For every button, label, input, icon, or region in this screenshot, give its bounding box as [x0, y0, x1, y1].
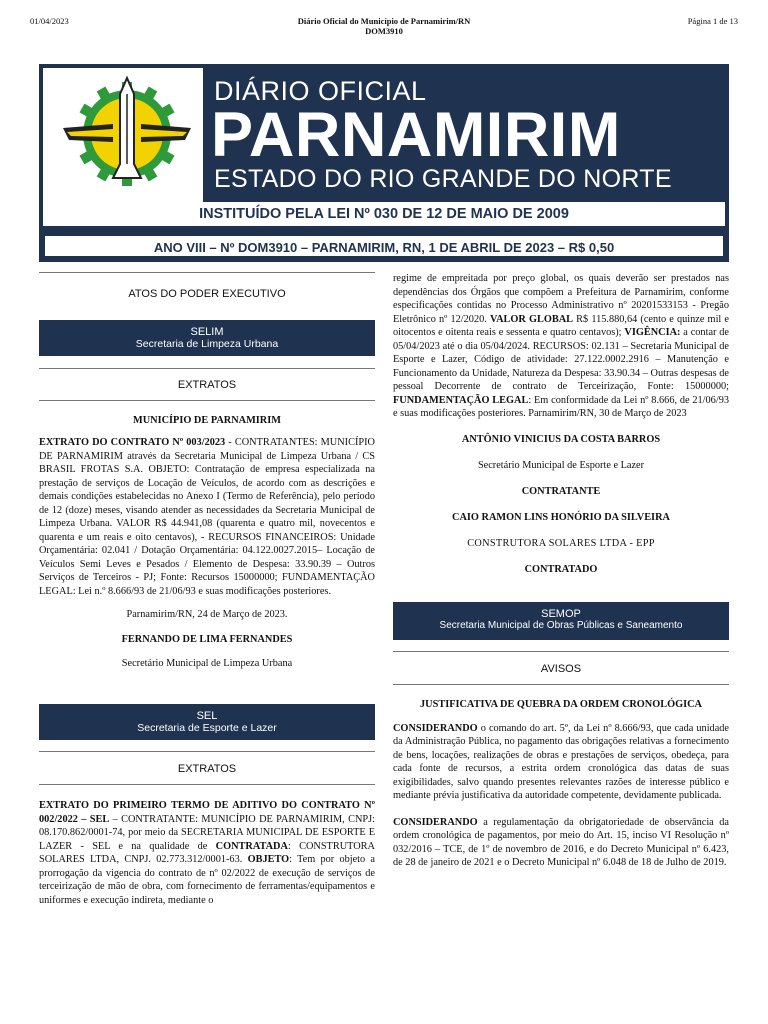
contract-lead: EXTRATO DO PRIMEIRO TERMO DE ADITIVO DO CONTRATO Nº 002/2022 – SEL	[39, 800, 375, 825]
fundamentacao-label: FUNDAMENTAÇÃO LEGAL	[393, 394, 529, 406]
considerando-body: a regulamentação da obrigatoriedade de observância da ordem cronológica de pagamentos, por meio do Art. 15, inciso VI Resolução nº 032/2016 – TCE, de 1º de novembro de 2016, e do Decreto Municipal nº 6.423, de 28 de janeiro de 2021 e o Decreto Municipal nº 6.048 de 18 de Julho de 2019.	[393, 816, 729, 868]
objeto-label: OBJETO	[247, 854, 290, 865]
contract-body-part3: : Tem por objeto a prorrogação da vigencia do contrato de nº 02/2022 de execução de serviços de terceirização de mão de obra, com fornecimento de ferramentas/equipamentos e uniformes e execução indireta, mediante o	[39, 854, 376, 906]
band-acronym: SEMOP	[541, 607, 581, 620]
divider	[393, 651, 729, 652]
secretaria-band-selim	[39, 320, 375, 356]
contract-extract-continuation	[393, 272, 729, 421]
signer2-company: CONSTRUTORA SOLARES LTDA - EPP	[467, 537, 655, 549]
continuation-part4: : Em conformidade da Lei nº 8.666, de 21/06/93 e suas modificações posteriores. Parnamirim/RN, 30 de Março de 2023	[393, 394, 729, 419]
band-name: Secretaria Municipal de Obras Públicas e Saneamento	[439, 619, 683, 631]
considerando-label: CONSIDERANDO	[393, 816, 478, 828]
page-running-title	[200, 16, 568, 36]
signer1-name: ANTÔNIO VINICIUS DA COSTA BARROS	[461, 433, 661, 445]
contract-body: - CONTRATANTES: MUNICÍPIO DE PARNAMIRIM através da Secretaria Municipal de Limpeza Urbana / CS BRASIL FROTAS S.A. OBJETO: Contratação de empresa especializada na prestação de serviços de Locação de Veículos, de acordo com as descrições e demais condições estabelecidas no Anexo I (Termo de Referência), pelo período de 12 (doze) meses, visando atender as necessidades da Secretaria Municipal de Limpeza Urbana. VALOR R$ 44.941,08 (quarenta e quatro mil, novecentos e quarenta e um reais e oito centavos), - RECURSOS FINANCEIROS: Unidade Orçamentária: 02.041 / Dotação Orçamentária: 04.122.0027.2015– Locação de Veículos Semi Leves e Pesados / Elemento de Despesa: 33.90.39 – Outros Serviços de Terceiros - PJ; Fonte: Recursos 15000000; FUNDAMENTAÇÃO LEGAL: Lei n.º 8.666/93 de 21/06/93 e suas modificações posteriores.	[39, 437, 375, 597]
page-date: 01/04/2023	[30, 16, 69, 26]
running-title-line2: DOM3910	[365, 26, 403, 36]
considerando-2	[393, 816, 729, 870]
contract-extract-002-2022	[39, 799, 375, 907]
continuation-part1: regime de empreitada por preço global, os quais deverão ser prestados nas dependências dos Órgãos que compõem a Prefeitura de Parnamirim, conforme especificações contidas no Processo Administrativo nº 20201533153 - Pregão Eletrônico nº 12/2020.	[393, 273, 729, 325]
band-name: Secretaria de Limpeza Urbana	[135, 338, 279, 350]
section-title: ATOS DO PODER EXECUTIVO	[128, 288, 286, 300]
vigencia-label: VIGÊNCIA:	[624, 327, 681, 338]
divider	[39, 272, 375, 273]
extratos-heading: EXTRATOS	[177, 763, 237, 775]
divider	[39, 751, 375, 752]
contract-lead: EXTRATO DO CONTRATO Nº 003/2023	[39, 437, 226, 448]
contract-body-part1: – CONTRATANTE: MUNICÍPIO DE PARNAMIRIM, CNPJ: 08.170.862/0001-74, por meio da SECRETARIA MUNICIPAL DE ESPORTE E LAZER - SEL e na qualidade de	[39, 813, 375, 852]
page-number: Página 1 de 13	[687, 16, 738, 26]
place-date: Parnamirim/RN, 24 de Março de 2023.	[126, 609, 288, 620]
left-column	[39, 272, 375, 907]
masthead-instituted-line: INSTITUÍDO PELA LEI Nº 030 DE 12 DE MAIO DE 2009	[43, 202, 725, 226]
contratada-label: CONTRATADA	[215, 840, 288, 852]
masthead-diario-oficial: DIÁRIO OFICIAL	[214, 76, 427, 106]
signer-role: Secretário Municipal de Limpeza Urbana	[121, 658, 293, 669]
considerando-body: o comando do art. 5º, da Lei nº 8.666/93, que cada unidade da Administração Pública, no pagamento das obrigações relativas a fornecimento de bens, locações, realizações de obras e prestações de serviços, obedeça, para cada fonte de recursos, a estrita ordem cronológica das datas de suas exigibilidades, salvo quando presentes relevantes razões de interesse público e mediante prévia justificativa da autoridade competente, devidamente publicada.	[393, 722, 729, 801]
signer2-name: CAIO RAMON LINS HONÓRIO DA SILVEIRA	[452, 511, 670, 523]
divider	[393, 684, 729, 685]
secretaria-band-sel	[39, 704, 375, 740]
contract-body-part2: : CONSTRUTORA SOLARES LTDA, CNPJ. 02.773.312/0001-63.	[39, 840, 375, 865]
considerando-1	[393, 722, 729, 803]
band-acronym: SEL	[196, 710, 218, 722]
divider	[39, 400, 375, 401]
justificativa-title: JUSTIFICATIVA DE QUEBRA DA ORDEM CRONOLÓGICA	[420, 698, 702, 710]
signer1-role: Secretário Municipal de Esporte e Lazer	[477, 459, 645, 471]
band-acronym: SELIM	[190, 326, 224, 338]
considerando-label: CONSIDERANDO	[393, 722, 478, 734]
logo	[43, 68, 203, 202]
extratos-heading: EXTRATOS	[177, 379, 237, 391]
secretaria-band-semop	[393, 602, 729, 640]
masthead-state: ESTADO DO RIO GRANDE DO NORTE	[214, 165, 672, 193]
municipio-heading: MUNICÍPIO DE PARNAMIRIM	[133, 415, 281, 426]
contract-extract-003-2023	[39, 436, 375, 598]
continuation-part2: R$ 115.880,64 (cento e quinze mil e oitocentos e oitenta reais e sessenta e quatro centavos);	[393, 313, 729, 338]
contratado-label: CONTRATADO	[524, 563, 598, 575]
contratante-label: CONTRATANTE	[521, 485, 601, 497]
running-title-line1: Diário Oficial do Município de Parnamirim/RN	[297, 16, 471, 26]
divider	[39, 784, 375, 785]
valor-global-label: VALOR GLOBAL	[489, 313, 574, 325]
parnamirim-coat-of-arms-icon	[43, 68, 203, 202]
masthead-edition-line: ANO VIII – Nº DOM3910 – PARNAMIRIM, RN, 1 DE ABRIL DE 2023 – R$ 0,50	[43, 234, 725, 258]
signer-name: FERNANDO DE LIMA FERNANDES	[121, 634, 293, 645]
right-column	[393, 272, 729, 870]
continuation-part3: a contar de 05/04/2023 até o dia 05/04/2024. RECURSOS: 02.131 – Secretaria Municipal de Esporte e Lazer, Código de atividade: 27.122.0002.2916 – Manutenção e Funcionamento da Unidade, Natureza da Despesa: 33.90.34 – Outras despesas de pessoal Decorrente de contrato de Terceirização, Fonte: 15000000;	[393, 327, 729, 392]
avisos-heading: AVISOS	[540, 662, 582, 675]
masthead	[39, 64, 729, 262]
band-name: Secretaria de Esporte e Lazer	[137, 722, 277, 734]
divider	[39, 368, 375, 369]
masthead-title: PARNAMIRIM	[211, 100, 621, 170]
